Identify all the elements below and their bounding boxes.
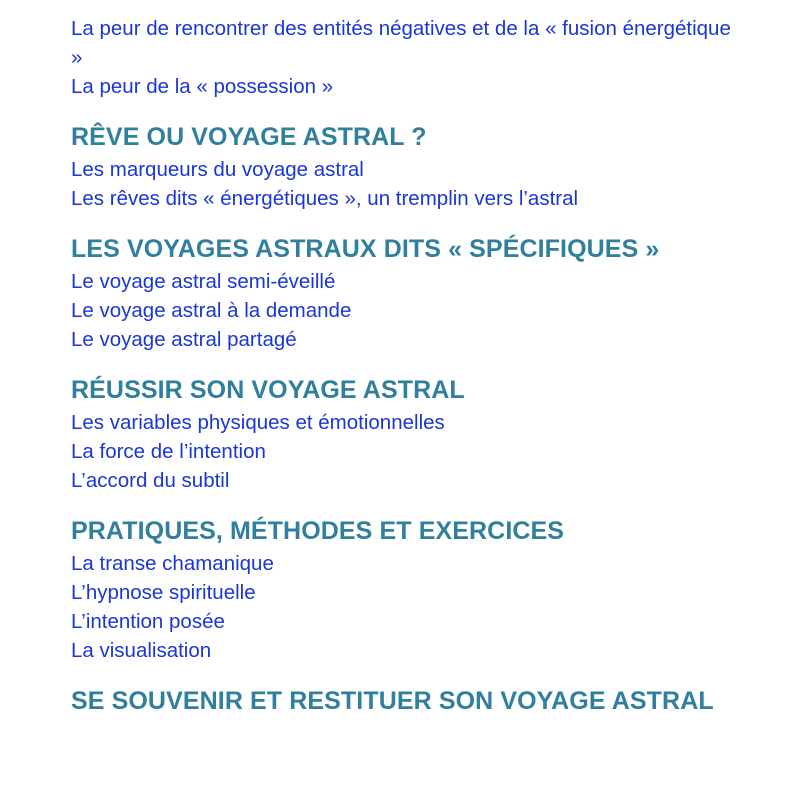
table-of-contents [71,14,731,719]
section-heading: PRATIQUES, MÉTHODES ET EXERCICES [71,517,565,545]
toc-link-shamanic-trance[interactable]: La transe chamanique [71,552,274,575]
section-heading: RÊVE OU VOYAGE ASTRAL ? [71,123,427,151]
toc-link-semi-awake[interactable]: Le voyage astral semi-éveillé [71,270,336,293]
section-heading: LES VOYAGES ASTRAUX DITS « SPÉCIFIQUES » [71,235,660,263]
toc-link-astral-markers[interactable]: Les marqueurs du voyage astral [71,158,364,181]
toc-link-force-of-intention[interactable]: La force de l’intention [71,440,266,463]
toc-link-on-demand[interactable]: Le voyage astral à la demande [71,299,352,322]
toc-link-fear-possession[interactable]: La peur de la « possession » [71,75,334,98]
toc-section-remember [71,685,731,718]
toc-section-succeed [71,374,731,495]
toc-link-shared[interactable]: Le voyage astral partagé [71,328,297,351]
toc-link-fear-negative-entities[interactable]: La peur de rencontrer des entités négatives et de la « fusion énergétique » [71,17,731,69]
toc-section-dream-or-astral [71,121,731,213]
toc-section-specific-voyages [71,233,731,354]
section-heading[interactable]: SE SOUVENIR ET RESTITUER SON VOYAGE ASTRAL [71,687,714,715]
toc-section-practices [71,515,731,665]
toc-link-visualisation[interactable]: La visualisation [71,639,212,662]
section-heading: RÉUSSIR SON VOYAGE ASTRAL [71,376,465,404]
toc-link-subtle-agreement[interactable]: L’accord du subtil [71,469,230,492]
toc-link-spiritual-hypnosis[interactable]: L’hypnose spirituelle [71,581,256,604]
toc-link-physical-emotional-variables[interactable]: Les variables physiques et émotionnelles [71,411,445,434]
toc-link-energetic-dreams[interactable]: Les rêves dits « énergétiques », un tremplin vers l’astral [71,187,579,210]
toc-intro-section [71,14,731,101]
toc-link-posed-intention[interactable]: L’intention posée [71,610,225,633]
